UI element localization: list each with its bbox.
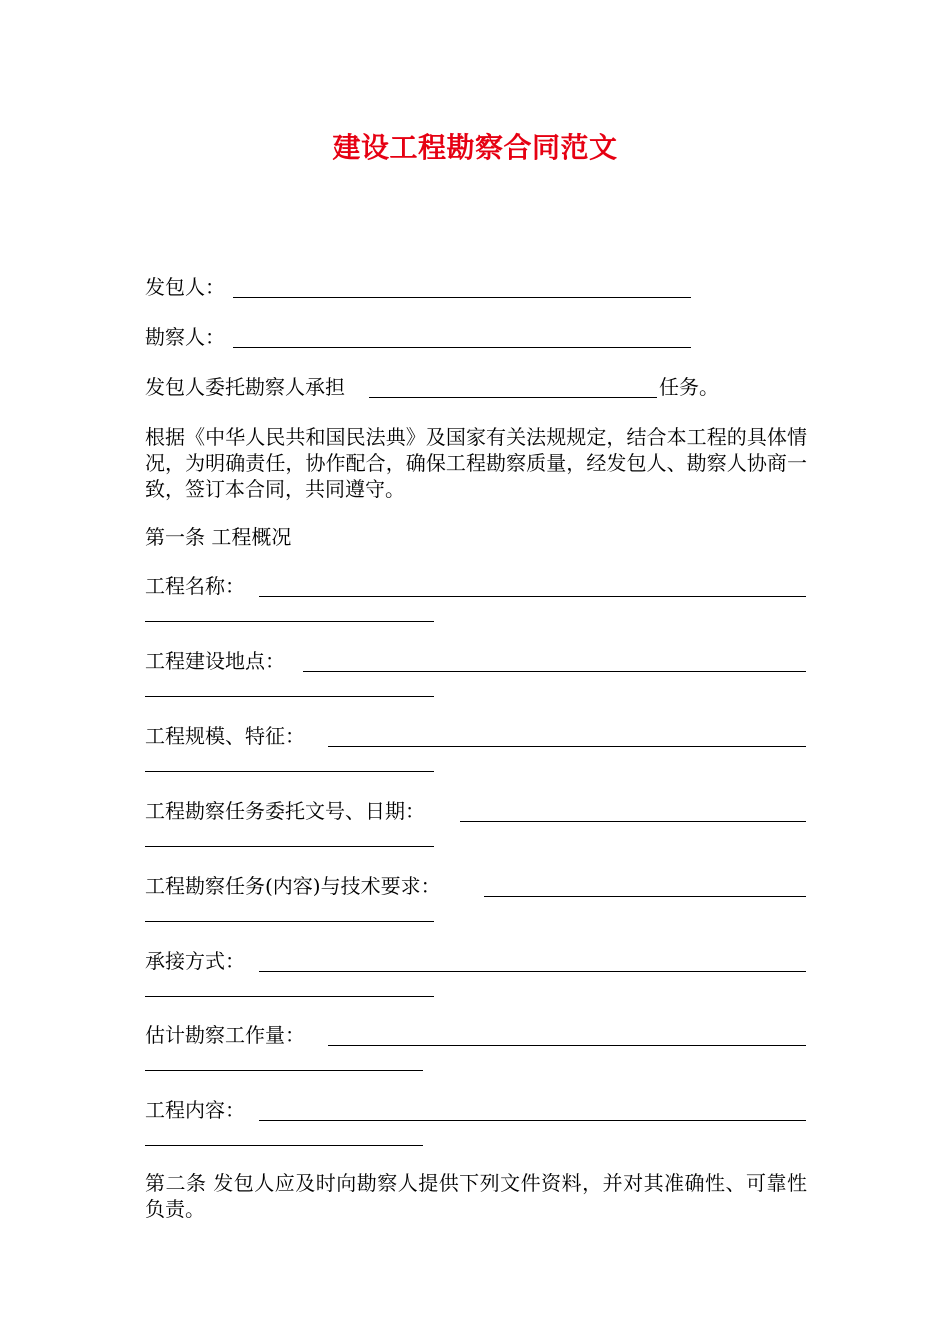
field-commission-doc-label: 工程勘察任务委托文号、日期： — [145, 799, 425, 823]
commission-line — [145, 374, 345, 400]
article2-paragraph: 第二条 发包人应及时向勘察人提供下列文件资料，并对其准确性、可靠性负责。 — [145, 1171, 807, 1221]
field-contract-method-blank-2 — [145, 996, 434, 997]
field-contract-method-label: 承接方式： — [145, 949, 245, 973]
commission-suffix-wrap — [659, 374, 719, 400]
field-commission-doc-blank-2 — [145, 846, 434, 847]
field-task-requirements-blank-2 — [145, 921, 434, 922]
commission-prefix: 发包人委托勘察人承担 — [145, 375, 345, 399]
preamble-paragraph: 根据《中华人民共和国民法典》及国家有关法规规定，结合本工程的具体情况，为明确责任，协作配合，确保工程勘察质量，经发包人、勘察人协商一致，签订本合同，共同遵守。 — [145, 425, 807, 501]
field-scale-label: 工程规模、特征： — [145, 724, 305, 748]
field-workload-blank-2 — [145, 1070, 423, 1071]
client-label: 发包人： — [145, 275, 225, 299]
client-blank — [233, 297, 691, 298]
field-location-blank-2 — [145, 696, 434, 697]
field-workload-label: 估计勘察工作量： — [145, 1023, 305, 1047]
field-content-blank-2 — [145, 1145, 423, 1146]
surveyor-line — [145, 324, 225, 350]
field-project-name-label: 工程名称： — [145, 574, 245, 598]
client-line — [145, 274, 225, 300]
field-commission-doc-blank — [460, 821, 806, 822]
field-scale-blank-2 — [145, 771, 434, 772]
field-content-label: 工程内容： — [145, 1098, 245, 1122]
commission-suffix: 任务。 — [659, 375, 719, 399]
field-task-requirements-label: 工程勘察任务(内容)与技术要求： — [145, 874, 441, 898]
surveyor-label: 勘察人： — [145, 325, 225, 349]
field-location-label: 工程建设地点： — [145, 649, 285, 673]
field-content-blank — [259, 1120, 806, 1121]
field-workload-blank — [328, 1045, 806, 1046]
field-project-name-blank-2 — [145, 621, 434, 622]
document-title: 建设工程勘察合同范文 — [332, 131, 618, 164]
field-project-name-blank — [259, 596, 806, 597]
field-location-blank — [303, 671, 806, 672]
article1-heading: 第一条 工程概况 — [145, 525, 292, 549]
surveyor-blank — [233, 347, 691, 348]
field-contract-method-blank — [259, 971, 806, 972]
field-task-requirements-blank — [484, 896, 806, 897]
field-scale-blank — [328, 746, 806, 747]
commission-blank — [369, 397, 657, 398]
